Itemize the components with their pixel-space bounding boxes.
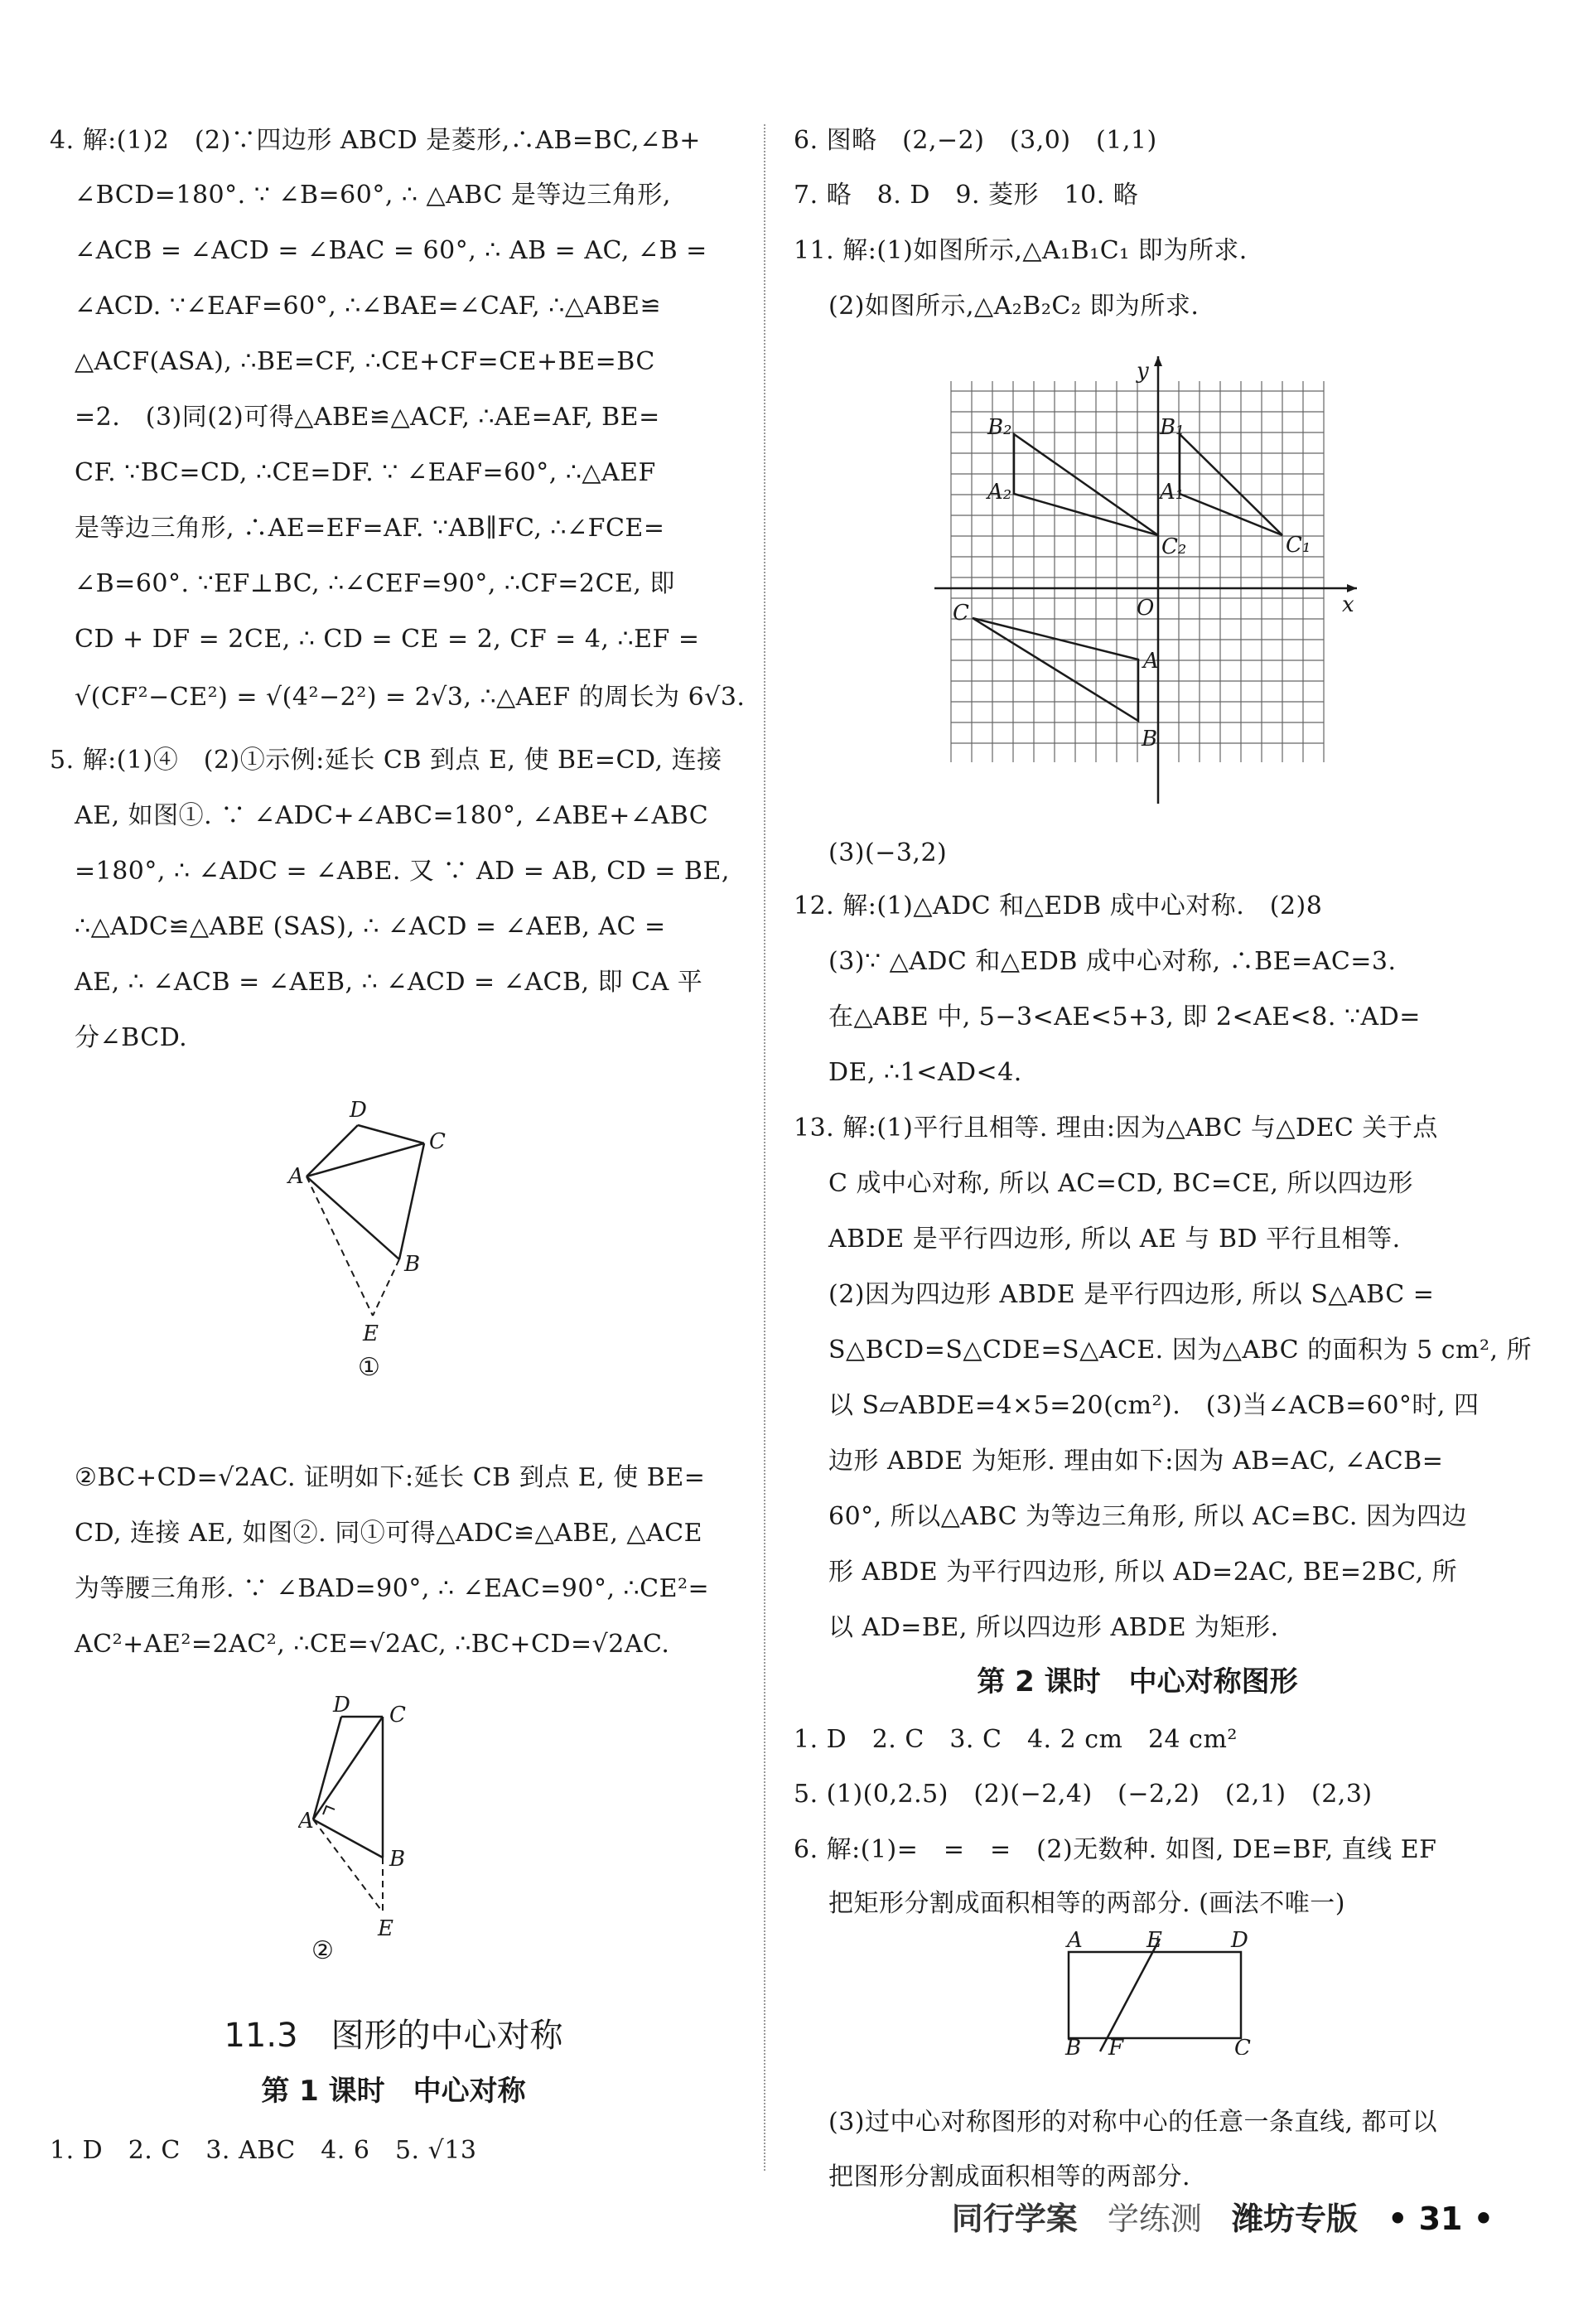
footer-subtitle: 学练测 [1107, 2201, 1202, 2237]
fig1-label-a: A [288, 1164, 304, 1189]
rect-label-e: E [1146, 1930, 1162, 1953]
text-line: 边形 ABDE 为矩形. 理由如下:因为 AB=AC, ∠ACB= [828, 1447, 1444, 1476]
grid-label-x: x [1342, 592, 1354, 617]
grid-label-b1: B₁ [1160, 415, 1185, 440]
grid-label-a2: A₂ [987, 480, 1012, 505]
text-line: △ACF(ASA), ∴BE=CF, ∴CE+CF=CE+BE=BC [75, 347, 655, 376]
text-line: 分∠BCD. [75, 1023, 188, 1052]
text-line: CF. ∵BC=CD, ∴CE=DF. ∵ ∠EAF=60°, ∴△AEF [75, 458, 656, 487]
fig1-segment-dc [358, 1125, 424, 1143]
column-divider [764, 124, 765, 2171]
section-title: 11.3 图形的中心对称 [224, 2017, 563, 2055]
text-line: 6. 解:(1)= = = (2)无数种. 如图, DE=BF, 直线 EF [794, 1835, 1437, 1864]
page-footer [932, 2194, 1494, 2244]
text-line: ∠ACD. ∵∠EAF=60°, ∴∠BAE=∠CAF, ∴△ABE≌ [75, 292, 662, 321]
fig1-segment-be [373, 1259, 399, 1316]
text-line: 60°, 所以△ABC 为等边三角形, 所以 AC=BC. 因为四边 [828, 1502, 1467, 1531]
coordinate-grid-figure [934, 356, 1365, 820]
line-ef [1100, 1939, 1160, 2051]
x-axis-arrow [1347, 584, 1357, 592]
grid-label-a: A [1143, 649, 1159, 674]
rectangle-abcd [1069, 1952, 1241, 2038]
fig1-segment-ae [307, 1176, 373, 1316]
footer-region: 潍坊专版 [1231, 2201, 1358, 2237]
grid-label-origin: O [1137, 596, 1155, 621]
text-line: 6. 图略 (2,−2) (3,0) (1,1) [794, 126, 1157, 155]
text-line: (2)如图所示,△A₂B₂C₂ 即为所求. [828, 292, 1200, 321]
text-line: 把矩形分割成面积相等的两部分. (画法不唯一) [828, 1889, 1345, 1918]
lesson-title: 第 1 课时 中心对称 [261, 2075, 526, 2108]
grid-label-b: B [1142, 727, 1158, 751]
text-line: 1. D 2. C 3. ABC 4. 6 5. √13 [50, 2136, 477, 2165]
text-line: ABDE 是平行四边形, 所以 AE 与 BD 平行且相等. [828, 1225, 1401, 1254]
rectangle-figure [1050, 1930, 1266, 2055]
fig2-label-e: E [378, 1916, 393, 1941]
text-line: 5. (1)(0,2.5) (2)(−2,4) (−2,2) (2,1) (2,3) [794, 1780, 1373, 1809]
grid-label-y: y [1137, 359, 1149, 384]
fig2-segment-ae [313, 1819, 383, 1912]
text-line: 在△ABE 中, 5−3<AE<5+3, 即 2<AE<8. ∵AD= [828, 1003, 1421, 1032]
text-line: (3)过中心对称图形的对称中心的任意一条直线, 都可以 [828, 2108, 1438, 2137]
text-line: AC²+AE²=2AC², ∴CE=√2AC, ∴BC+CD=√2AC. [75, 1630, 670, 1659]
page-number: • 31 • [1388, 2201, 1494, 2237]
text-line: 为等腰三角形. ∵ ∠BAD=90°, ∴ ∠EAC=90°, ∴CE²= [75, 1574, 710, 1603]
text-line: 12. 解:(1)△ADC 和△EDB 成中心对称. (2)8 [794, 891, 1323, 920]
fig2-label-d: D [333, 1693, 350, 1718]
text-line: C 成中心对称, 所以 AC=CD, BC=CE, 所以四边形 [828, 1169, 1413, 1198]
text-line: ∴△ADC≌△ABE (SAS), ∴ ∠ACD = ∠AEB, AC = [75, 912, 666, 941]
lesson-title: 第 2 课时 中心对称图形 [977, 1665, 1298, 1698]
grid-label-a1: A₁ [1160, 480, 1185, 505]
figure-1 [240, 1094, 538, 1566]
fig1-label-d: D [350, 1098, 367, 1123]
triangle-a2b2c2 [1014, 434, 1158, 535]
footer-brand: 同行学案 [951, 2201, 1078, 2237]
grid-label-c: C [953, 601, 969, 626]
text-line: 以 S▱ABDE=4×5=20(cm²). (3)当∠ACB=60°时, 四 [828, 1391, 1480, 1420]
grid-label-b2: B₂ [987, 415, 1012, 440]
figure-2 [298, 1690, 530, 1964]
text-line: AE, 如图①. ∵ ∠ADC+∠ABC=180°, ∠ABE+∠ABC [75, 801, 709, 830]
text-line: AE, ∴ ∠ACB = ∠AEB, ∴ ∠ACD = ∠ACB, 即 CA 平 [75, 968, 703, 997]
fig1-segment-cb [399, 1143, 424, 1259]
fig1-label-e: E [363, 1321, 379, 1346]
text-line: ∠ACB = ∠ACD = ∠BAC = 60°, ∴ AB = AC, ∠B = [75, 236, 707, 265]
fig2-right-angle-mark [323, 1806, 335, 1814]
grid-label-c2: C₂ [1161, 534, 1187, 559]
text-line: DE, ∴1<AD<4. [828, 1058, 1022, 1087]
fig2-label-a: A [298, 1809, 314, 1834]
text-line: CD, 连接 AE, 如图②. 同①可得△ADC≌△ABE, △ACE [75, 1519, 702, 1548]
rect-label-b: B [1065, 2036, 1082, 2055]
grid-label-c1: C₁ [1286, 533, 1311, 558]
text-line: S△BCD=S△CDE=S△ACE. 因为△ABC 的面积为 5 cm², 所 [828, 1336, 1533, 1365]
text-line: 形 ABDE 为平行四边形, 所以 AD=2AC, BE=2BC, 所 [828, 1558, 1458, 1587]
fig2-segment-da [313, 1717, 341, 1819]
text-line: 13. 解:(1)平行且相等. 理由:因为△ABC 与△DEC 关于点 [794, 1114, 1438, 1143]
fig1-label-b: B [404, 1252, 421, 1277]
fig2-label-c: C [389, 1703, 406, 1727]
text-line: 以 AD=BE, 所以四边形 ABDE 为矩形. [828, 1613, 1279, 1642]
rect-label-a: A [1067, 1930, 1083, 1953]
text-line: 1. D 2. C 3. C 4. 2 cm 24 cm² [794, 1725, 1238, 1754]
text-line: =180°, ∴ ∠ADC = ∠ABE. 又 ∵ AD = AB, CD = BE, [75, 857, 730, 886]
rect-label-c: C [1234, 2036, 1251, 2055]
text-line: √(CF²−CE²) = √(4²−2²) = 2√3, ∴△AEF 的周长为 6√3. [75, 683, 746, 712]
y-axis-arrow [1154, 356, 1162, 366]
triangle-abc [973, 618, 1138, 721]
text-line: 4. 解:(1)2 (2)∵四边形 ABCD 是菱形,∴AB=BC,∠B+ [50, 126, 701, 155]
rect-label-f: F [1108, 2036, 1124, 2055]
text-line: 7. 略 8. D 9. 菱形 10. 略 [794, 181, 1139, 210]
fig2-segment-ab [313, 1819, 383, 1858]
text-line: (3)(−3,2) [828, 838, 948, 867]
text-line: 11. 解:(1)如图所示,△A₁B₁C₁ 即为所求. [794, 236, 1248, 265]
text-line: ∠BCD=180°. ∵ ∠B=60°, ∴ △ABC 是等边三角形, [75, 181, 671, 210]
text-line: ②BC+CD=√2AC. 证明如下:延长 CB 到点 E, 使 BE= [75, 1463, 706, 1492]
triangle-a1b1c1 [1180, 434, 1282, 535]
text-line: 把图形分割成面积相等的两部分. [828, 2162, 1191, 2191]
text-line: =2. (3)同(2)可得△ABE≌△ACF, ∴AE=AF, BE= [75, 403, 660, 432]
text-line: (2)因为四边形 ABDE 是平行四边形, 所以 S△ABC = [828, 1280, 1435, 1309]
text-line: CD + DF = 2CE, ∴ CD = CE = 2, CF = 4, ∴EF = [75, 625, 700, 654]
text-line: ∠B=60°. ∵EF⊥BC, ∴∠CEF=90°, ∴CF=2CE, 即 [75, 569, 675, 598]
fig1-caption: ① [358, 1353, 380, 1382]
text-line: 5. 解:(1)④ (2)①示例:延长 CB 到点 E, 使 BE=CD, 连接 [50, 746, 722, 775]
fig1-segment-ab [307, 1176, 399, 1259]
rect-label-d: D [1231, 1930, 1248, 1953]
fig2-segment-ac [313, 1717, 383, 1819]
fig2-caption: ② [311, 1936, 334, 1964]
fig2-label-b: B [389, 1847, 406, 1872]
fig1-label-c: C [429, 1129, 446, 1154]
text-line: (3)∵ △ADC 和△EDB 成中心对称, ∴BE=AC=3. [828, 947, 1397, 976]
text-line: 是等边三角形, ∴AE=EF=AF. ∵AB∥FC, ∴∠FCE= [75, 514, 665, 543]
